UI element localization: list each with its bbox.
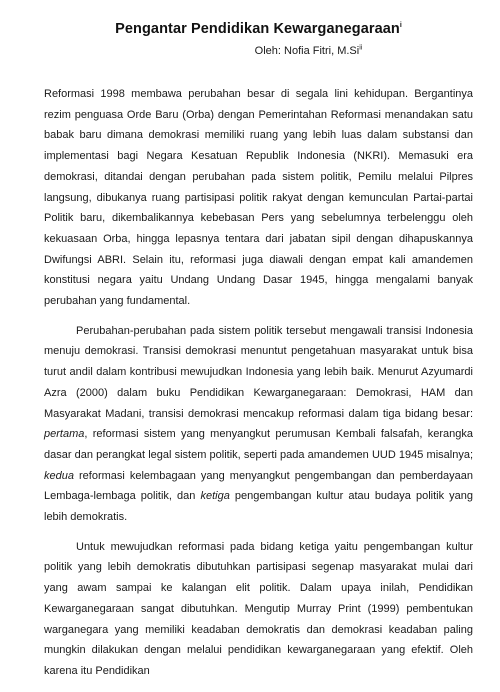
author-footnote-marker: ii <box>359 44 363 52</box>
paragraph-text: Untuk mewujudkan reformasi pada bidang ketiga yaitu pengembangan kultur politik yang lebih demokratis dibutuhkan partisipasi segenap masyarakat mulai dari yang awam sampai ke kalangan elit politik. Dalam upaya inilah, Pendidikan Kewarganegaraan sangat dibutuhkan. Mengutip Murray Print (1999) pembentukan warganegara yang memiliki keadaban demokratis dan demokrasi keadaban paling mungkin dilakukan dengan melalui pendidikan kewarganegaraan yang efektif. Oleh karena itu Pendidikan <box>44 540 473 677</box>
italic-term: ketiga <box>200 490 230 503</box>
document-body <box>44 84 473 682</box>
paragraph-text: Reformasi 1998 membawa perubahan besar di segala lini kehidupan. Bergantinya rezim penguasa Orde Baru (Orba) dengan Pemerintahan Reformasi menandakan satu babak baru dimana demokrasi memiliki ruang yang lebih luas dalam substansi dan implementasi bagi Negara Kesatuan Republik Indonesia (NKRI). Memasuki era demokrasi, ditandai dengan perubahan pada sistem politik, Pemilu melalui Pilpres langsung, dibukanya ruang partisipasi politik rakyat dengan kemunculan Partai-partai Politik baru, dikembalikannya kebebasan Pers yang sebelumnya terbelenggu oleh kekuasaan Orba, hingga lepasnya tentara dari jabatan sipil dengan dihapuskannya Dwifungsi ABRI. Selain itu, reformasi juga diawali dengan empat kali amandemen konstitusi negara yaitu Undang Undang Dasar 1945, hingga mengalami banyak perubahan yang fundamental. <box>44 88 473 308</box>
document-title <box>44 0 473 39</box>
paragraph-text: pengembangan kultur atau budaya politik yang lebih demokratis. <box>44 490 473 524</box>
italic-term: pertama <box>44 428 85 441</box>
author-line <box>44 39 473 59</box>
title-text: Pengantar Pendidikan Kewarganegaraan <box>115 21 400 37</box>
body-paragraph <box>44 84 473 312</box>
body-paragraph <box>44 321 473 528</box>
paragraph-text: , reformasi sistem yang menyangkut perumusan Kembali falsafah, kerangka dasar dan perangkat legal sistem politik, seperti pada amandemen UUD 1945 misalnya; <box>44 428 473 461</box>
italic-term: kedua <box>44 469 74 482</box>
author-text: Oleh: Nofia Fitri, M.Si <box>254 45 360 57</box>
title-footnote-marker: i <box>399 22 402 30</box>
body-paragraph <box>44 537 473 682</box>
paragraph-text: Perubahan-perubahan pada sistem politik tersebut mengawali transisi Indonesia menuju demokrasi. Transisi demokrasi menuntut pengetahuan masyarakat untuk bisa turut andil dalam kontribusi mewujudkan Indonesia yang lebih baik. Menurut Azyumardi Azra (2000) dalam buku Pendidikan Kewarganegaraan: Demokrasi, HAM dan Masyarakat Madani, transisi demokrasi mencakup reformasi dalam tiga bidang besar: <box>44 324 473 420</box>
paragraph-text: reformasi kelembagaan yang menyangkut pengembangan dan pemberdayaan Lembaga-lembaga politik, dan <box>44 469 473 503</box>
